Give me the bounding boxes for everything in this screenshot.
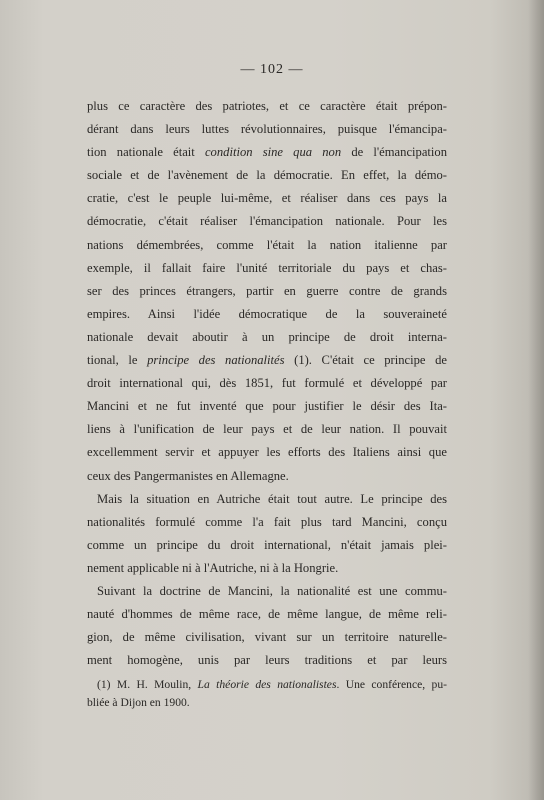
text-line: nationale devait aboutir à un principe de droit interna- <box>87 329 447 344</box>
footnote-line: bliée à Dijon en 1900. <box>87 696 190 709</box>
text-line: nations démembrées, comme l'était la nation italienne par <box>87 237 447 252</box>
page-edge-shadow <box>528 0 544 800</box>
page-number: — 102 — <box>240 62 304 77</box>
text-line: tion nationale était condition sine qua non de l'émancipation <box>87 145 448 160</box>
text-line: ceux des Pangermanistes en Allemagne. <box>87 468 289 483</box>
italic-title: La théorie des nationalistes <box>197 678 337 691</box>
text-line: Mancini et ne fut inventé que pour justifier le désir des Ita- <box>87 399 447 414</box>
text-line: Suivant la doctrine de Mancini, la nationalité est une commu- <box>97 583 447 598</box>
text-line: comme un principe du droit international, n'était jamais plei- <box>87 537 447 552</box>
text-line: nationalités formulé comme l'a fait plus tard Mancini, conçu <box>87 514 447 529</box>
text-line: liens à l'unification de leur pays et de leur nation. Il pouvait <box>87 422 447 437</box>
text-line: Mais la situation en Autriche était tout autre. Le principe des <box>97 491 447 506</box>
text-line: ment homogène, unis par leurs traditions et par leurs <box>87 653 447 668</box>
text-line: empires. Ainsi l'idée démocratique de la souveraineté <box>87 306 447 321</box>
text-line: droit international qui, dès 1851, fut formulé et développé par <box>87 376 447 391</box>
italic-phrase: principe des nationalités <box>147 353 285 368</box>
italic-phrase: condition sine qua non <box>204 145 342 160</box>
text-line: plus ce caractère des patriotes, et ce caractère était prépon- <box>87 99 447 113</box>
text-line: nauté d'hommes de même race, de même langue, de même reli- <box>87 607 447 622</box>
text-line: gion, de même civilisation, vivant sur un territoire naturelle- <box>87 630 447 645</box>
footnote-line: (1) M. H. Moulin, La théorie des nationalistes. Une conférence, pu- <box>97 678 447 691</box>
text-line: sociale et de l'avènement de la démocratie. En effet, la démo- <box>87 168 447 183</box>
footnote <box>87 676 447 712</box>
text-line: exemple, il fallait faire l'unité territoriale du pays et chas- <box>87 260 447 275</box>
text-line: cratie, c'est le peuple lui-même, et réaliser dans ces pays la <box>87 191 447 206</box>
text-line: nement applicable ni à l'Autriche, ni à la Hongrie. <box>87 560 339 575</box>
text-line: ser des princes étrangers, partir en guerre contre de grands <box>87 283 447 298</box>
text-line: démocratie, c'était réaliser l'émancipation nationale. Pour les <box>87 214 447 229</box>
text-line: tional, le principe des nationalités (1). C'était ce principe de <box>87 353 448 368</box>
text-line: excellemment servir et appuyer les efforts des Italiens ainsi que <box>87 445 447 460</box>
body-text <box>87 95 447 672</box>
text-line: dérant dans leurs luttes révolutionnaires, puisque l'émancipa- <box>87 122 447 137</box>
